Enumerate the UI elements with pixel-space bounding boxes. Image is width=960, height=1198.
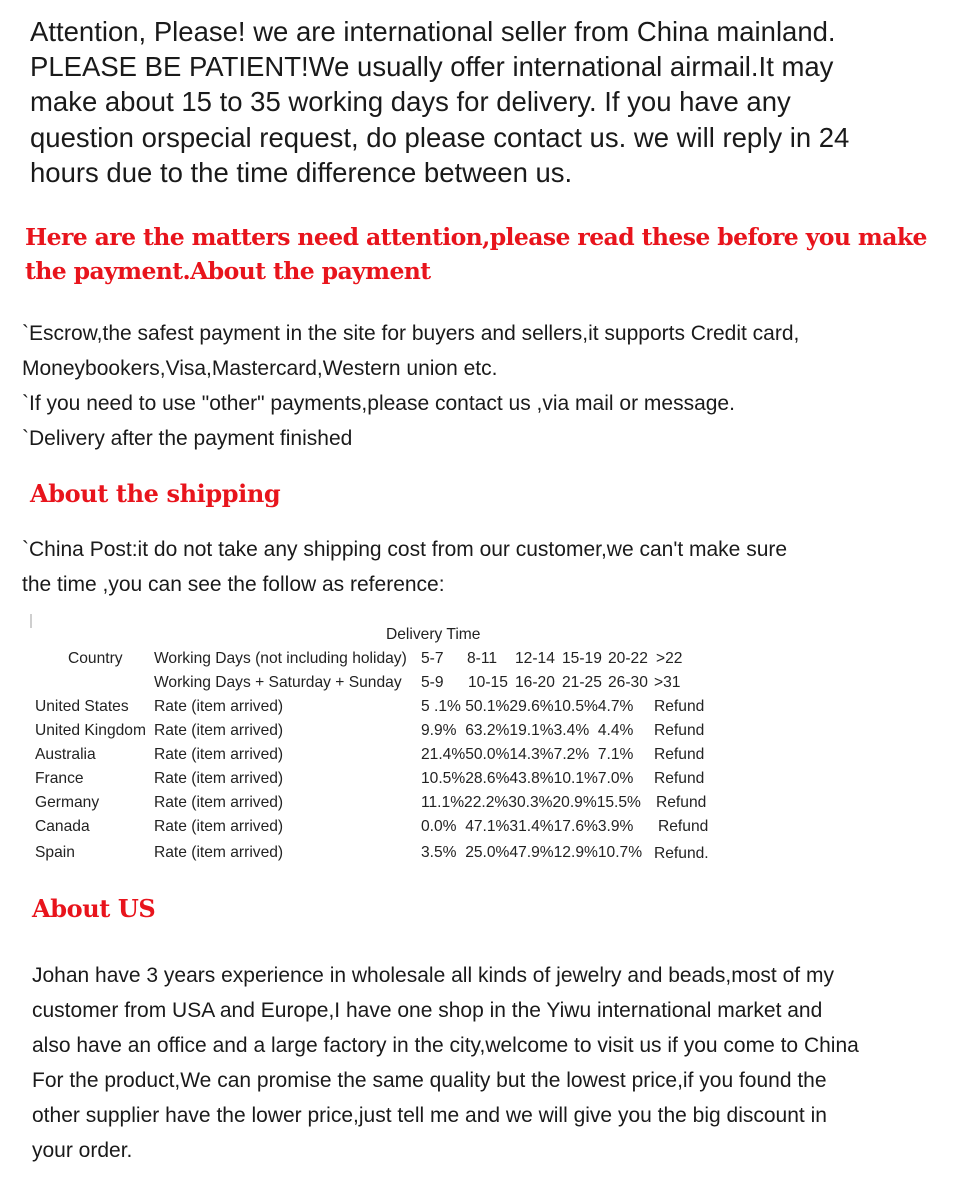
table-rates: 11.1%22.2%30.3%20.9%15.5% [421, 794, 641, 811]
table-refund: Refund [658, 818, 709, 835]
table-header-country: Country [68, 650, 123, 667]
table-rate-label: Rate (item arrived) [154, 746, 284, 763]
table-refund: Refund [656, 794, 707, 811]
table-rate-label: Rate (item arrived) [154, 770, 284, 787]
table-country: United Kingdom [35, 722, 146, 739]
table-country: Australia [35, 746, 96, 763]
table-range: 8-11 [467, 650, 498, 667]
intro-line: question orspecial request, do please contact us. we will reply in 24 [30, 121, 850, 153]
table-rates: 3.5% 25.0%47.9%12.9%10.7% [421, 844, 643, 861]
table-country: Canada [35, 818, 90, 835]
table-rates: 5 .1% 50.1%29.6%10.5%4.7% [421, 698, 634, 715]
table-refund: Refund [654, 770, 705, 787]
matters-heading-line: the payment.About the payment [25, 257, 431, 285]
table-rates: 21.4%50.0%14.3%7.2% 7.1% [421, 746, 634, 763]
table-range: 16-20 [515, 674, 555, 691]
matters-heading [25, 220, 927, 288]
about-heading: About US [32, 894, 156, 923]
table-image-edge [30, 614, 32, 628]
table-range: >31 [654, 674, 681, 691]
table-range: 12-14 [515, 650, 555, 667]
table-country: France [35, 770, 84, 787]
table-country: Spain [35, 844, 75, 861]
table-rate-label: Rate (item arrived) [154, 698, 284, 715]
table-range: 5-7 [421, 650, 444, 667]
payment-line: `Delivery after the payment finished [22, 427, 353, 450]
about-line: your order. [32, 1139, 133, 1162]
shipping-line: `China Post:it do not take any shipping cost from our customer,we can't make sure [22, 538, 788, 561]
shipping-line: the time ,you can see the follow as reference: [22, 573, 445, 596]
about-line: also have an office and a large factory in the city,welcome to visit us if you come to China [32, 1034, 859, 1057]
table-rate-label: Rate (item arrived) [154, 844, 284, 861]
about-paragraph [32, 958, 859, 1168]
shipping-heading: About the shipping [30, 479, 281, 508]
intro-line: hours due to the time difference between us. [30, 156, 573, 188]
intro-paragraph [30, 14, 950, 190]
shipping-notes [22, 532, 787, 602]
table-range: 15-19 [562, 650, 602, 667]
table-range: 20-22 [608, 650, 648, 667]
table-range: 10-15 [468, 674, 508, 691]
table-range: 21-25 [562, 674, 602, 691]
about-line: customer from USA and Europe,I have one shop in the Yiwu international market and [32, 999, 823, 1022]
table-rate-label: Rate (item arrived) [154, 818, 284, 835]
table-header-row2-label: Working Days + Saturday + Sunday [154, 674, 402, 691]
table-country: Germany [35, 794, 100, 811]
table-rates: 9.9% 63.2%19.1%3.4% 4.4% [421, 722, 634, 739]
table-header-row1-label: Working Days (not including holiday) [154, 650, 407, 667]
table-country: United States [35, 698, 129, 715]
payment-line: `If you need to use "other" payments,please contact us ,via mail or message. [22, 392, 735, 415]
payment-notes [22, 316, 799, 456]
table-range: 26-30 [608, 674, 648, 691]
intro-line: PLEASE BE PATIENT!We usually offer international airmail.It may [30, 51, 834, 83]
table-title: Delivery Time [386, 626, 481, 643]
intro-line: make about 15 to 35 working days for delivery. If you have any [30, 86, 791, 118]
table-rate-label: Rate (item arrived) [154, 794, 284, 811]
about-line: other supplier have the lower price,just tell me and we will give you the big discount in [32, 1104, 827, 1127]
table-refund: Refund [654, 698, 705, 715]
table-refund: Refund [654, 722, 705, 739]
table-range: 5-9 [421, 674, 444, 691]
payment-line: `Escrow,the safest payment in the site for buyers and sellers,it supports Credit card, [22, 322, 800, 345]
about-line: Johan have 3 years experience in wholesale all kinds of jewelry and beads,most of my [32, 964, 834, 987]
payment-line: Moneybookers,Visa,Mastercard,Western union etc. [22, 357, 498, 380]
about-line: For the product,We can promise the same quality but the lowest price,if you found the [32, 1069, 827, 1092]
intro-line: Attention, Please! we are international seller from China mainland. [30, 16, 836, 47]
table-rate-label: Rate (item arrived) [154, 722, 284, 739]
table-range: >22 [656, 650, 683, 667]
table-rates: 0.0% 47.1%31.4%17.6%3.9% [421, 818, 634, 835]
matters-heading-line: Here are the matters need attention,please read these before you make [25, 223, 927, 251]
delivery-time-table [35, 622, 735, 872]
table-refund: Refund. [654, 845, 709, 862]
table-refund: Refund [654, 746, 705, 763]
table-rates: 10.5%28.6%43.8%10.1%7.0% [421, 770, 634, 787]
